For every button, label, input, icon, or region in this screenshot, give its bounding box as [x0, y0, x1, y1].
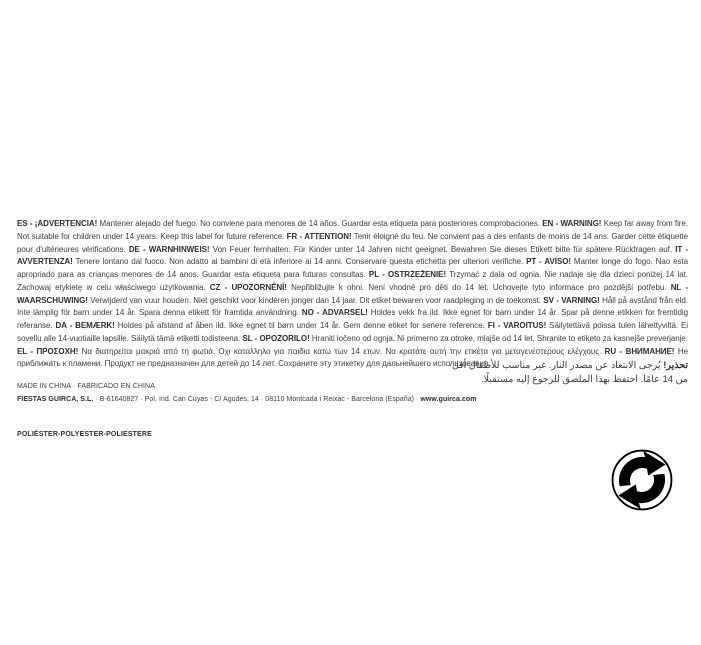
- company-line: [17, 396, 477, 403]
- warning-language-heading: FR - ATTENTION!: [286, 231, 352, 241]
- warning-language-heading: SV - VARNING!: [543, 295, 600, 305]
- green-dot-recycling-icon: [611, 448, 673, 512]
- warning-language-heading: NO - ADVARSEL!: [301, 308, 368, 318]
- warning-language-heading: RU - ВНИМАНИЕ!: [604, 346, 675, 356]
- warning-language-heading: IT - AVVERTENZA!: [17, 244, 688, 267]
- arabic-warning-line2: من 14 عامًا. احتفظ بهذا الملصق للرجوع إليه مستقبلًا.: [480, 373, 688, 385]
- warning-language-heading: DE - WARNHINWEIS!: [128, 244, 210, 254]
- company-website: www.guirca.com: [420, 396, 477, 403]
- arabic-warning-heading: تحذير!: [663, 360, 688, 371]
- company-details: · B-61640827 · Pol. Ind. Can Cuyas - C/ Agudes, 14 · 08110 Montcada i Reixac - Barcelona (España) ·: [93, 396, 421, 403]
- warning-language-heading: DA - BEMÆRK!: [55, 321, 115, 330]
- material-line: POLIÉSTER-POLYESTER-POLIESTERE: [17, 431, 152, 438]
- company-name: FIESTAS GUIRCA, S.L.: [17, 396, 94, 403]
- arabic-warning-text1: يُرجى الابتعاد عن مصدر النار. غير مناسب للأطفال أقل: [451, 360, 661, 371]
- warning-language-heading: PT - AVISO!: [526, 257, 571, 267]
- warning-language-heading: SL - OPOZORILO!: [242, 333, 310, 343]
- made-in-line: MADE IN CHINA · FABRICADO EN CHINA: [17, 383, 155, 390]
- warning-language-heading: EN - WARNING!: [542, 219, 602, 228]
- arabic-warning: [452, 359, 688, 386]
- warning-language-heading: PL - OSTRZEŻENIE!: [368, 270, 447, 279]
- warning-language-heading: EL - ΠΡΟΣΟΧΗ!: [17, 346, 79, 356]
- warning-language-heading: ES - ¡ADVERTENCIA!: [17, 219, 98, 228]
- warnings-paragraph: ES - ¡ADVERTENCIA! Mantener alejado del fuego. No conviene para menores de 14 años. Guardar esta etiqueta para posteriores comprobaciones. EN - WARNING! Keep far away from fire. Not suitable for children under 14 years. Keep this label for future reference. FR - ATTENTION! Tenir éloigné du feu. Ne convient pas a des enfants de moins de 14 ans. Garder cette étiquette pour d'ultérieures vérifications. DE - WARNHINWEIS! Von Feuer fernhalten. Für Kinder unter 14 Jahren nicht geeignet. Bewahren Sie dieses Etikett bitte für spätere Rückfragen auf. IT - AVVERTENZA! Tenere lontano dal fuoco. Non adatto ai bambini di età inferiore ai 14 anni. Conservare questa etichetta per ulteriori verifiche. PT - AVISO! Manter longe do fogo. Nao esta apropriado para as crianças menores de 14 anos. Guardar esta etiqueta para futuras consultas. PL - OSTRZEŻENIE! Trzymać z dala od ognia. Nie nadaje się dla dzieci poniżej 14 lat. Zachowaj etykietę w celu właściwego użytkowania. CZ - UPOZORNĚNÍ! Nepřibližujte k ohni. Není vhodné pro děti do 14 let. Uchovejte tyto informace pro pozdější potřebu. NL - WAARSCHUWING! Verwijderd van vuur houden. Niet geschikt voor kinderen jonger dan 14 jaar. Dit etiket bewaren voor raadpleging in de toekomst. SV - VARNING! Håll på avstånd från eld. Inte lämplig för barn under 14 år. Spara denna etikett för framtida användning. NO - ADVARSEL! Holdes vekk fra ild. Ikke egnet for barn under 14 år. Spar på denne etikken for fremtidig referanse. DA - BEMÆRK! Holdes på afstand af åben ild. Ikke egnet til børn under 14 år. Gem denne etiket for senere reference. FI - VAROITUS! Säilytettävä poissa tulen lähettyviltä. Ei sovellu alle 14-vuotiaille lapsille. Säilytä tämä etiketti todisteena. SL - OPOZORILO! Hraniti ločeno od ognja. Ni primerno za otroke, mlajše od 14 let. Shranite to etiketo za kasnejše preverjanje. EL - ΠΡΟΣΟΧΗ! Να διατηρείται μακριά από τη φωτιά. Οχι καταλληλο για παιδια κατω των 14 ετων. Να κρατάτε αυτή την ετικέτα για μεταγενέστερους ελέγχους. RU - ВНИМАНИЕ! Не приближать к пламени. Продукт не предназначен для детей до 14 лет. Сохраните эту этикетку для дальнейшего использования.: [17, 219, 688, 369]
- arabic-warning-line1: [452, 359, 688, 373]
- warning-language-heading: FI - VAROITUS!: [487, 321, 547, 330]
- warning-language-heading: NL - WAARSCHUWING!: [17, 282, 688, 305]
- warning-language-heading: CZ - UPOZORNĚNÍ!: [209, 282, 287, 292]
